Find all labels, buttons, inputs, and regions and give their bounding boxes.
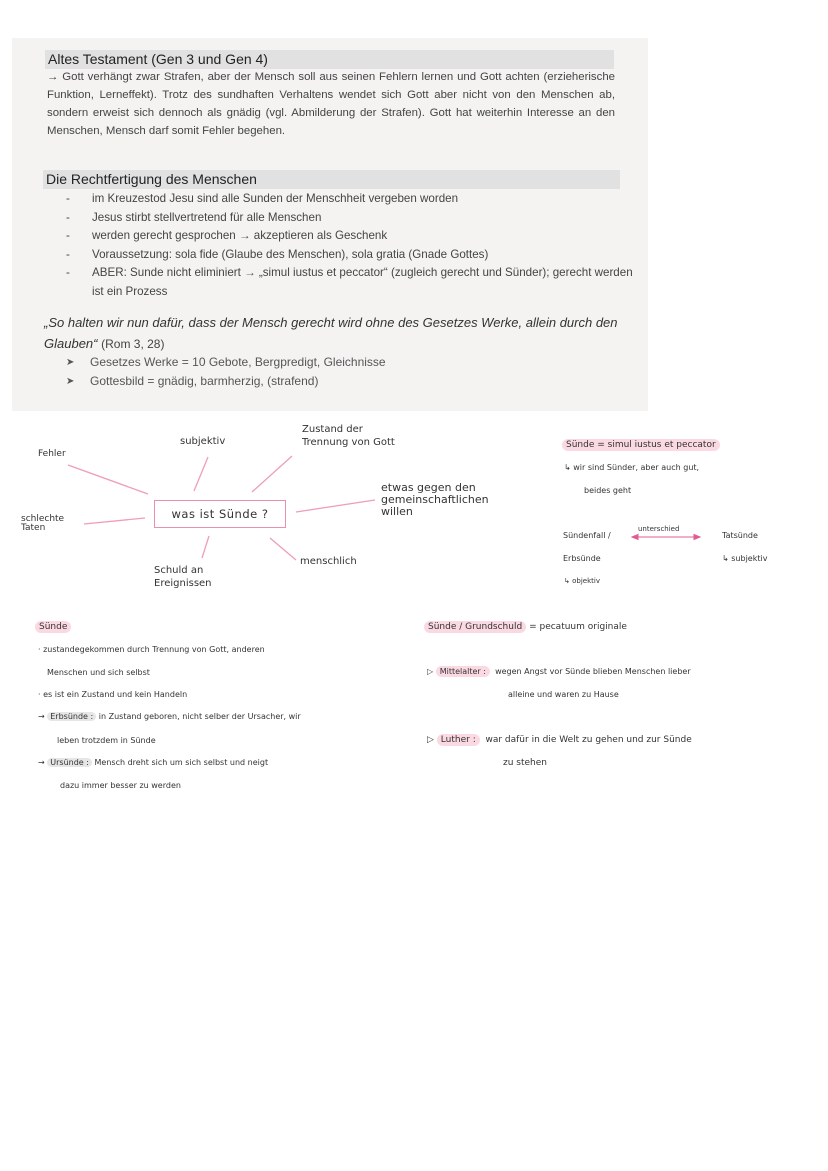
section-title-altes-testament: Altes Testament (Gen 3 und Gen 4) bbox=[45, 50, 614, 69]
mindmap-node-menschlich: menschlich bbox=[300, 556, 357, 567]
connector-line bbox=[84, 518, 145, 524]
arrow-head-left bbox=[632, 535, 638, 540]
list-item: ➤ Gottesbild = gnädig, barmherzig, (strafend) bbox=[66, 372, 386, 391]
list-item: - ABER: Sunde nicht eliminiert → „simul iustus et peccator“ (zugleich gerecht und Sünder); gerecht werden ist ein Prozess bbox=[66, 266, 633, 298]
note-line: Menschen und sich selbst bbox=[47, 668, 150, 677]
note-mittelalter: ▷ Mittelalter : wegen Angst vor Sünde blieben Menschen lieber bbox=[427, 667, 691, 676]
note-line: · es ist ein Zustand und kein Handeln bbox=[38, 690, 188, 699]
connector-line bbox=[194, 457, 208, 491]
triangle-bullet-icon: ➤ bbox=[66, 357, 75, 368]
label-suendenfall: Sündenfall / bbox=[563, 531, 611, 540]
note-line: leben trotzdem in Sünde bbox=[57, 736, 156, 745]
simul-iustus-formula: Sünde = simul iustus et peccator bbox=[562, 440, 720, 450]
connector-line bbox=[202, 536, 209, 558]
connector-line bbox=[252, 456, 292, 492]
mindmap-node-fehler: Fehler bbox=[38, 449, 66, 459]
triangle-bullet-icon: ➤ bbox=[66, 376, 75, 387]
list-item: ➤ Gesetzes Werke = 10 Gebote, Bergpredigt, Gleichnisse bbox=[66, 353, 386, 372]
label-tatsuende: Tatsünde bbox=[722, 531, 758, 540]
note-line: dazu immer besser zu werden bbox=[60, 781, 181, 790]
mindmap-node-gemeinschaft: etwas gegen den gemeinschaftlichen willen bbox=[381, 481, 489, 518]
note-line: · zustandegekommen durch Trennung von Gott, anderen bbox=[38, 645, 265, 654]
heading-grundschuld: Sünde / Grundschuld = pecatuum originale bbox=[424, 622, 627, 632]
list-item: - werden gerecht gesprochen → akzeptieren als Geschenk bbox=[66, 229, 388, 242]
quote-reference: (Rom 3, 28) bbox=[101, 337, 165, 351]
arrow-head-right bbox=[694, 535, 700, 540]
mindmap-node-schuld: Schuld an Ereignissen bbox=[154, 565, 212, 589]
connector-line bbox=[68, 465, 148, 494]
list-item: - im Kreuzestod Jesu sind alle Sunden der Menschheit vergeben worden bbox=[66, 192, 459, 205]
note-ursuende: → Ursünde : Mensch dreht sich um sich selbst und neigt bbox=[38, 758, 269, 767]
note-erbsuende: → Erbsünde : in Zustand geboren, nicht selber der Ursacher, wir bbox=[38, 712, 301, 721]
list-item: - Jesus stirbt stellvertretend für alle Menschen bbox=[66, 210, 322, 224]
note-line: zu stehen bbox=[503, 758, 547, 768]
mindmap-node-zustand: Zustand der Trennung von Gott bbox=[302, 424, 395, 448]
label-unterschied: unterschied bbox=[638, 525, 680, 533]
note-subjektiv: ↳ subjektiv bbox=[722, 554, 768, 563]
altes-testament-paragraph: → Gott verhängt zwar Strafen, aber der Mensch soll aus seinen Fehlern lernen und Gott achten (erzieherische Funktion, Lerneffekt). Trotz des sundhaften Verhaltens wendet sich Gott aber nicht von den Menschen ab, sondern erweist sich dennoch als gnädig (vgl. Abmilderung der Strafen). Gott hat weiterhin Interesse an den Menschen, Mensch darf somit Fehler begehen. bbox=[47, 71, 615, 137]
label-erbsuende: Erbsünde bbox=[563, 554, 601, 563]
mindmap-node-subjektiv: subjektiv bbox=[180, 436, 226, 447]
section-title-rechtfertigung: Die Rechtfertigung des Menschen bbox=[43, 170, 620, 189]
heading-suende: Sünde bbox=[35, 622, 71, 632]
list-item: - Voraussetzung: sola fide (Glaube des Menschen), sola gratia (Gnade Gottes) bbox=[66, 247, 489, 261]
connector-line bbox=[296, 500, 375, 512]
note-luther: ▷ Luther : war dafür in die Welt zu gehen und zur Sünde bbox=[427, 735, 692, 745]
connector-line bbox=[270, 538, 296, 560]
note-line: alleine und waren zu Hause bbox=[508, 690, 619, 699]
note-line: ↳ wir sind Sünder, aber auch gut, bbox=[564, 463, 700, 472]
note-objektiv: ↳ objektiv bbox=[564, 577, 600, 585]
note-line: beides geht bbox=[584, 486, 632, 495]
quote-text: „So halten wir nun dafür, dass der Mensch gerecht wird ohne des Gesetzes Werke, allein durch den Glauben“ bbox=[44, 315, 618, 351]
mindmap-center: was ist Sünde ? bbox=[154, 500, 286, 528]
mindmap-node-schlechte-taten: schlechte Taten bbox=[21, 514, 65, 533]
